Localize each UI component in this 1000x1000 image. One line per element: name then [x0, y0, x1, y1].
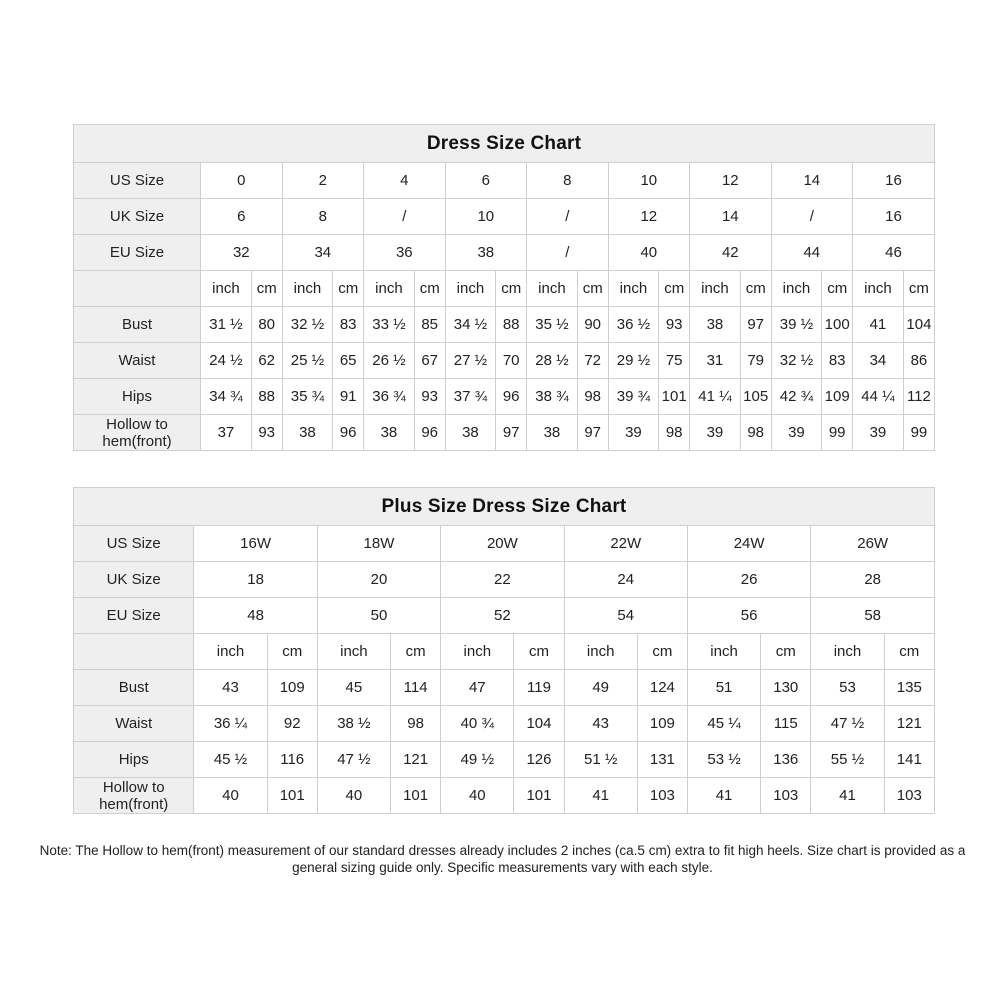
hips-inch-cell: 35 ¾	[282, 379, 333, 415]
us-size-cell: 10	[608, 163, 690, 199]
hips-cm-cell: 96	[496, 379, 527, 415]
uk-size-cell: 22	[441, 562, 564, 598]
waist-label: Waist	[74, 343, 201, 379]
waist-cm-cell: 67	[414, 343, 445, 379]
hollow-inch-cell: 41	[564, 778, 637, 814]
hips-cm-cell: 105	[740, 379, 771, 415]
waist-inch-cell: 47 ½	[811, 706, 884, 742]
eu-size-cell: 38	[445, 235, 527, 271]
waist-inch-cell: 31	[690, 343, 741, 379]
hips-cm-cell: 121	[391, 742, 441, 778]
eu-size-cell: 44	[771, 235, 853, 271]
bust-inch-cell: 39 ½	[771, 307, 822, 343]
uk-size-row	[74, 199, 935, 235]
eu-size-cell: 34	[282, 235, 364, 271]
hips-cm-cell: 93	[414, 379, 445, 415]
bust-cm-cell: 109	[267, 670, 317, 706]
unit-cm: cm	[496, 271, 527, 307]
hips-inch-cell: 37 ¾	[445, 379, 496, 415]
eu-size-cell: 50	[317, 598, 440, 634]
eu-size-cell: 32	[201, 235, 283, 271]
eu-size-cell: 42	[690, 235, 772, 271]
us-size-cell: 8	[527, 163, 609, 199]
unit-inch: inch	[564, 634, 637, 670]
units-row	[74, 271, 935, 307]
uk-size-cell: 16	[853, 199, 935, 235]
hips-inch-cell: 41 ¼	[690, 379, 741, 415]
hollow-inch-cell: 39	[608, 415, 659, 451]
us-size-cell: 6	[445, 163, 527, 199]
units-row	[74, 634, 935, 670]
waist-cm-cell: 72	[577, 343, 608, 379]
waist-cm-cell: 62	[251, 343, 282, 379]
hollow-cm-cell: 103	[884, 778, 934, 814]
hips-cm-cell: 91	[333, 379, 364, 415]
eu-size-row	[74, 235, 935, 271]
waist-cm-cell: 70	[496, 343, 527, 379]
hips-inch-cell: 45 ½	[194, 742, 267, 778]
hollow-inch-cell: 38	[364, 415, 415, 451]
eu-size-cell: 46	[853, 235, 935, 271]
hollow-inch-cell: 41	[811, 778, 884, 814]
bust-cm-cell: 85	[414, 307, 445, 343]
waist-inch-cell: 34	[853, 343, 904, 379]
unit-cm: cm	[761, 634, 811, 670]
bust-inch-cell: 35 ½	[527, 307, 578, 343]
us-size-cell: 18W	[317, 526, 440, 562]
bust-inch-cell: 33 ½	[364, 307, 415, 343]
uk-size-label: UK Size	[74, 562, 194, 598]
us-size-label: US Size	[74, 163, 201, 199]
waist-inch-cell: 40 ¾	[441, 706, 514, 742]
waist-inch-cell: 38 ½	[317, 706, 390, 742]
hollow-inch-cell: 38	[282, 415, 333, 451]
unit-cm: cm	[577, 271, 608, 307]
bust-inch-cell: 47	[441, 670, 514, 706]
waist-cm-cell: 83	[822, 343, 853, 379]
uk-size-cell: 20	[317, 562, 440, 598]
unit-cm: cm	[391, 634, 441, 670]
bust-cm-cell: 124	[637, 670, 687, 706]
hips-cm-cell: 136	[761, 742, 811, 778]
bust-inch-cell: 36 ½	[608, 307, 659, 343]
title-row	[74, 125, 935, 163]
us-size-cell: 4	[364, 163, 446, 199]
hollow-cm-cell: 99	[822, 415, 853, 451]
waist-cm-cell: 109	[637, 706, 687, 742]
eu-size-cell: 56	[687, 598, 810, 634]
bust-inch-cell: 45	[317, 670, 390, 706]
unit-cm: cm	[903, 271, 934, 307]
hollow-cm-cell: 93	[251, 415, 282, 451]
hips-cm-cell: 109	[822, 379, 853, 415]
unit-inch: inch	[687, 634, 760, 670]
us-size-cell: 12	[690, 163, 772, 199]
hollow-cm-cell: 101	[267, 778, 317, 814]
units-label-empty	[74, 271, 201, 307]
hollow-inch-cell: 41	[687, 778, 760, 814]
hips-cm-cell: 112	[903, 379, 934, 415]
eu-size-cell: 58	[811, 598, 935, 634]
hips-inch-cell: 47 ½	[317, 742, 390, 778]
unit-cm: cm	[637, 634, 687, 670]
dress-size-chart-table	[73, 124, 935, 451]
hips-inch-cell: 42 ¾	[771, 379, 822, 415]
waist-inch-cell: 25 ½	[282, 343, 333, 379]
bust-cm-cell: 119	[514, 670, 564, 706]
us-size-cell: 20W	[441, 526, 564, 562]
unit-inch: inch	[445, 271, 496, 307]
bust-label: Bust	[74, 670, 194, 706]
waist-cm-cell: 86	[903, 343, 934, 379]
unit-inch: inch	[364, 271, 415, 307]
eu-size-cell: 36	[364, 235, 446, 271]
unit-inch: inch	[317, 634, 390, 670]
us-size-cell: 16	[853, 163, 935, 199]
eu-size-cell: 48	[194, 598, 317, 634]
hollow-cm-cell: 101	[514, 778, 564, 814]
hollow-inch-cell: 39	[771, 415, 822, 451]
bust-cm-cell: 90	[577, 307, 608, 343]
plus-size-chart-table	[73, 487, 935, 814]
waist-cm-cell: 121	[884, 706, 934, 742]
hollow-inch-cell: 38	[527, 415, 578, 451]
us-size-cell: 16W	[194, 526, 317, 562]
uk-size-cell: 26	[687, 562, 810, 598]
hollow-inch-cell: 40	[194, 778, 267, 814]
waist-inch-cell: 24 ½	[201, 343, 252, 379]
chart-title: Dress Size Chart	[74, 125, 935, 163]
uk-size-label: UK Size	[74, 199, 201, 235]
hips-cm-cell: 88	[251, 379, 282, 415]
unit-cm: cm	[267, 634, 317, 670]
waist-inch-cell: 27 ½	[445, 343, 496, 379]
hollow-cm-cell: 99	[903, 415, 934, 451]
hollow-inch-cell: 40	[441, 778, 514, 814]
unit-cm: cm	[333, 271, 364, 307]
uk-size-cell: /	[364, 199, 446, 235]
us-size-cell: 14	[771, 163, 853, 199]
us-size-cell: 26W	[811, 526, 935, 562]
waist-label: Waist	[74, 706, 194, 742]
hollow-cm-cell: 96	[333, 415, 364, 451]
hollow-cm-cell: 97	[496, 415, 527, 451]
hollow-row	[74, 415, 935, 451]
unit-cm: cm	[659, 271, 690, 307]
units-label-empty	[74, 634, 194, 670]
us-size-cell: 2	[282, 163, 364, 199]
waist-cm-cell: 75	[659, 343, 690, 379]
hips-label: Hips	[74, 742, 194, 778]
unit-inch: inch	[771, 271, 822, 307]
waist-cm-cell: 92	[267, 706, 317, 742]
waist-row	[74, 343, 935, 379]
hips-cm-cell: 131	[637, 742, 687, 778]
hollow-cm-cell: 98	[659, 415, 690, 451]
waist-inch-cell: 28 ½	[527, 343, 578, 379]
bust-cm-cell: 100	[822, 307, 853, 343]
bust-inch-cell: 41	[853, 307, 904, 343]
waist-inch-cell: 29 ½	[608, 343, 659, 379]
bust-inch-cell: 38	[690, 307, 741, 343]
eu-size-cell: 54	[564, 598, 687, 634]
unit-inch: inch	[608, 271, 659, 307]
unit-cm: cm	[251, 271, 282, 307]
hips-cm-cell: 126	[514, 742, 564, 778]
us-size-label: US Size	[74, 526, 194, 562]
hollow-cm-cell: 101	[391, 778, 441, 814]
unit-cm: cm	[884, 634, 934, 670]
unit-inch: inch	[194, 634, 267, 670]
bust-inch-cell: 53	[811, 670, 884, 706]
bust-cm-cell: 93	[659, 307, 690, 343]
bust-cm-cell: 130	[761, 670, 811, 706]
bust-row	[74, 307, 935, 343]
uk-size-cell: 6	[201, 199, 283, 235]
uk-size-row	[74, 562, 935, 598]
us-size-cell: 22W	[564, 526, 687, 562]
bust-inch-cell: 49	[564, 670, 637, 706]
hips-label: Hips	[74, 379, 201, 415]
uk-size-cell: 24	[564, 562, 687, 598]
bust-cm-cell: 80	[251, 307, 282, 343]
hips-row	[74, 379, 935, 415]
waist-cm-cell: 98	[391, 706, 441, 742]
bust-cm-cell: 88	[496, 307, 527, 343]
uk-size-cell: 28	[811, 562, 935, 598]
hips-inch-cell: 36 ¾	[364, 379, 415, 415]
hollow-inch-cell: 39	[690, 415, 741, 451]
hips-inch-cell: 39 ¾	[608, 379, 659, 415]
uk-size-cell: /	[527, 199, 609, 235]
bust-inch-cell: 31 ½	[201, 307, 252, 343]
unit-cm: cm	[514, 634, 564, 670]
bust-inch-cell: 34 ½	[445, 307, 496, 343]
unit-inch: inch	[853, 271, 904, 307]
bust-label: Bust	[74, 307, 201, 343]
hips-inch-cell: 55 ½	[811, 742, 884, 778]
eu-size-label: EU Size	[74, 235, 201, 271]
hips-inch-cell: 44 ¼	[853, 379, 904, 415]
hollow-cm-cell: 103	[761, 778, 811, 814]
uk-size-cell: 10	[445, 199, 527, 235]
bust-inch-cell: 51	[687, 670, 760, 706]
chart-title: Plus Size Dress Size Chart	[74, 488, 935, 526]
bust-cm-cell: 97	[740, 307, 771, 343]
hips-inch-cell: 38 ¾	[527, 379, 578, 415]
bust-cm-cell: 135	[884, 670, 934, 706]
hollow-inch-cell: 40	[317, 778, 390, 814]
waist-cm-cell: 79	[740, 343, 771, 379]
bust-cm-cell: 114	[391, 670, 441, 706]
hollow-cm-cell: 97	[577, 415, 608, 451]
unit-inch: inch	[527, 271, 578, 307]
unit-inch: inch	[282, 271, 333, 307]
unit-inch: inch	[201, 271, 252, 307]
waist-inch-cell: 43	[564, 706, 637, 742]
eu-size-cell: 52	[441, 598, 564, 634]
title-row	[74, 488, 935, 526]
unit-inch: inch	[441, 634, 514, 670]
unit-cm: cm	[414, 271, 445, 307]
hollow-row	[74, 778, 935, 814]
bust-cm-cell: 104	[903, 307, 934, 343]
hips-row	[74, 742, 935, 778]
hips-cm-cell: 141	[884, 742, 934, 778]
uk-size-cell: 14	[690, 199, 772, 235]
hollow-inch-cell: 37	[201, 415, 252, 451]
eu-size-label: EU Size	[74, 598, 194, 634]
us-size-cell: 0	[201, 163, 283, 199]
waist-inch-cell: 45 ¼	[687, 706, 760, 742]
waist-inch-cell: 26 ½	[364, 343, 415, 379]
waist-inch-cell: 36 ¼	[194, 706, 267, 742]
hips-cm-cell: 116	[267, 742, 317, 778]
waist-inch-cell: 32 ½	[771, 343, 822, 379]
hips-inch-cell: 49 ½	[441, 742, 514, 778]
eu-size-row	[74, 598, 935, 634]
uk-size-cell: 18	[194, 562, 317, 598]
us-size-row	[74, 163, 935, 199]
hollow-cm-cell: 103	[637, 778, 687, 814]
hips-inch-cell: 51 ½	[564, 742, 637, 778]
bust-inch-cell: 43	[194, 670, 267, 706]
bust-inch-cell: 32 ½	[282, 307, 333, 343]
waist-cm-cell: 104	[514, 706, 564, 742]
hollow-label: Hollow to hem(front)	[74, 778, 194, 814]
waist-cm-cell: 65	[333, 343, 364, 379]
unit-inch: inch	[690, 271, 741, 307]
hollow-inch-cell: 39	[853, 415, 904, 451]
hollow-cm-cell: 96	[414, 415, 445, 451]
unit-cm: cm	[822, 271, 853, 307]
hollow-label: Hollow to hem(front)	[74, 415, 201, 451]
us-size-row	[74, 526, 935, 562]
us-size-cell: 24W	[687, 526, 810, 562]
bust-cm-cell: 83	[333, 307, 364, 343]
hips-cm-cell: 98	[577, 379, 608, 415]
hollow-inch-cell: 38	[445, 415, 496, 451]
waist-row	[74, 706, 935, 742]
eu-size-cell: 40	[608, 235, 690, 271]
hips-cm-cell: 101	[659, 379, 690, 415]
size-chart-note: Note: The Hollow to hem(front) measurement of our standard dresses already includes 2 inches (ca.5 cm) extra to fit high heels. Size chart is provided as a general sizing guide only. Specific measurements vary with each style.	[39, 843, 966, 875]
waist-cm-cell: 115	[761, 706, 811, 742]
eu-size-cell: /	[527, 235, 609, 271]
uk-size-cell: 8	[282, 199, 364, 235]
hips-inch-cell: 53 ½	[687, 742, 760, 778]
hollow-cm-cell: 98	[740, 415, 771, 451]
hips-inch-cell: 34 ¾	[201, 379, 252, 415]
unit-cm: cm	[740, 271, 771, 307]
uk-size-cell: 12	[608, 199, 690, 235]
uk-size-cell: /	[771, 199, 853, 235]
bust-row	[74, 670, 935, 706]
unit-inch: inch	[811, 634, 884, 670]
